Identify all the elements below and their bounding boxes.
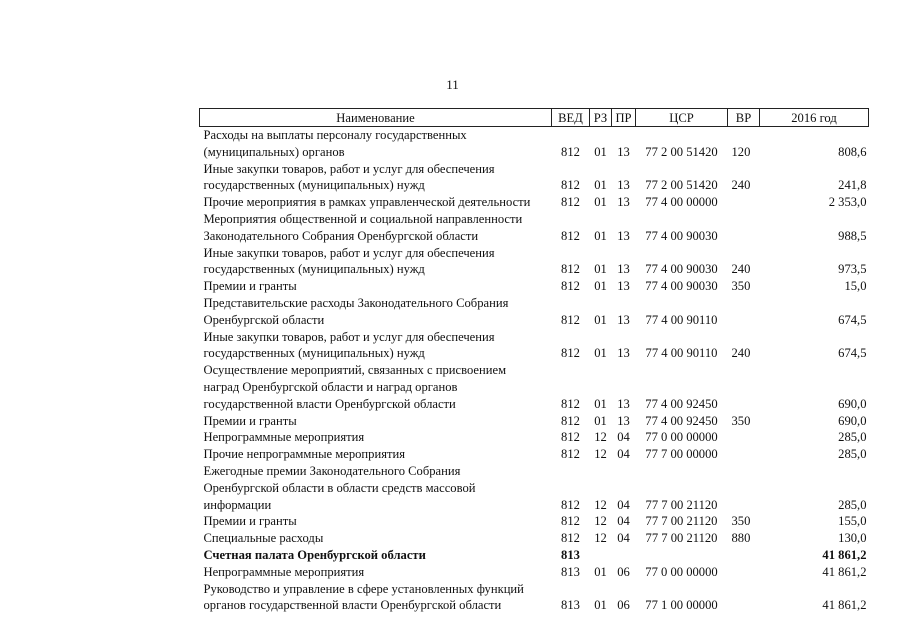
cell-csr: 77 4 00 90030 — [645, 279, 718, 294]
cell-rz: 01 — [594, 346, 607, 361]
cell-csr: 77 0 00 00000 — [645, 564, 718, 579]
cell-name: Представительские расходы Законодательного Собрания Оренбургской области — [203, 295, 509, 327]
cell-ved: 812 — [561, 312, 580, 327]
cell-vr: 120 — [731, 144, 751, 159]
cell-vr — [728, 564, 760, 581]
cell-pr: 13 — [617, 195, 630, 210]
cell-name: Иные закупки товаров, работ и услуг для обеспечения государственных (муниципальных) нужд — [203, 329, 495, 361]
cell-ved: 812 — [561, 430, 580, 445]
cell-amount: 155,0 — [838, 514, 867, 529]
cell-ved: 812 — [561, 497, 580, 512]
cell-vr — [728, 194, 760, 211]
cell-pr: 13 — [617, 262, 630, 277]
cell-pr: 04 — [617, 514, 630, 529]
budget-table — [199, 108, 869, 614]
cell-name: Премии и гранты — [203, 413, 297, 428]
cell-vr: 240 — [731, 346, 751, 361]
cell-amount: 988,5 — [838, 228, 867, 243]
cell-rz: 12 — [594, 514, 607, 529]
header-pr: ПР — [612, 109, 636, 127]
table-row — [200, 161, 869, 195]
table-row — [200, 581, 869, 615]
table-row — [200, 362, 869, 412]
cell-name: Премии и гранты — [203, 279, 297, 294]
cell-rz: 01 — [594, 178, 607, 193]
cell-vr — [728, 295, 760, 329]
cell-pr: 13 — [617, 144, 630, 159]
cell-name: Осуществление мероприятий, связанных с присвоением наград Оренбургской области и наград органов государственной власти Оренбургской области — [203, 363, 507, 411]
table-row — [200, 463, 869, 513]
cell-ved: 812 — [561, 262, 580, 277]
cell-amount: 15,0 — [844, 279, 867, 294]
cell-rz: 01 — [594, 144, 607, 159]
cell-rz — [590, 547, 612, 564]
cell-rz: 01 — [594, 413, 607, 428]
cell-vr: 880 — [731, 531, 751, 546]
table-row — [200, 194, 869, 211]
cell-amount: 41 861,2 — [822, 598, 867, 613]
cell-csr: 77 4 00 92450 — [645, 413, 718, 428]
cell-name: Иные закупки товаров, работ и услуг для обеспечения государственных (муниципальных) нужд — [203, 161, 495, 193]
cell-ved: 812 — [561, 413, 580, 428]
cell-ved: 812 — [561, 144, 580, 159]
table-row — [200, 547, 869, 564]
cell-csr: 77 7 00 21120 — [645, 497, 718, 512]
cell-vr: 240 — [731, 262, 751, 277]
cell-name: Руководство и управление в сфере установленных функций органов государственной власти Оренбургской области — [203, 581, 524, 613]
cell-pr: 13 — [617, 413, 630, 428]
cell-ved: 812 — [561, 279, 580, 294]
cell-amount: 285,0 — [838, 447, 867, 462]
cell-pr: 06 — [617, 598, 630, 613]
cell-amount: 41 861,2 — [822, 564, 867, 579]
cell-csr: 77 4 00 92450 — [645, 396, 718, 411]
cell-csr: 77 0 00 00000 — [645, 430, 718, 445]
cell-name: Непрограммные мероприятия — [203, 564, 365, 579]
cell-amount: 690,0 — [838, 413, 867, 428]
header-csr: ЦСР — [636, 109, 728, 127]
cell-csr: 77 7 00 00000 — [645, 447, 718, 462]
cell-csr: 77 4 00 90030 — [645, 262, 718, 277]
cell-amount: 674,5 — [838, 312, 867, 327]
cell-amount: 690,0 — [838, 396, 867, 411]
table-row — [200, 329, 869, 363]
cell-rz: 12 — [594, 430, 607, 445]
cell-rz: 12 — [594, 447, 607, 462]
cell-ved: 813 — [561, 598, 580, 613]
cell-vr — [728, 429, 760, 446]
cell-csr: 77 4 00 90110 — [645, 346, 718, 361]
cell-amount: 241,8 — [838, 178, 867, 193]
cell-csr: 77 4 00 90110 — [645, 312, 718, 327]
cell-ved: 812 — [561, 178, 580, 193]
cell-vr: 350 — [731, 514, 751, 529]
cell-vr — [728, 463, 760, 513]
cell-rz: 01 — [594, 279, 607, 294]
cell-name: Премии и гранты — [203, 514, 297, 529]
cell-ved: 812 — [561, 531, 580, 546]
cell-pr: 13 — [617, 178, 630, 193]
cell-name: Прочие мероприятия в рамках управленческой деятельности — [203, 195, 531, 210]
table-row — [200, 413, 869, 430]
cell-amount: 130,0 — [838, 531, 867, 546]
cell-name: Расходы на выплаты персоналу государственных (муниципальных) органов — [203, 128, 467, 159]
cell-amount: 674,5 — [838, 346, 867, 361]
cell-rz: 01 — [594, 195, 607, 210]
cell-vr: 350 — [731, 413, 751, 428]
cell-rz: 01 — [594, 228, 607, 243]
cell-vr — [728, 211, 760, 245]
table-row — [200, 564, 869, 581]
cell-amount: 285,0 — [838, 430, 867, 445]
cell-ved: 812 — [561, 514, 580, 529]
cell-pr: 04 — [617, 497, 630, 512]
cell-pr: 13 — [617, 312, 630, 327]
cell-vr — [728, 362, 760, 412]
cell-csr: 77 7 00 21120 — [645, 531, 718, 546]
cell-ved: 813 — [561, 564, 580, 579]
header-rz: РЗ — [590, 109, 612, 127]
cell-vr — [728, 446, 760, 463]
cell-name: Иные закупки товаров, работ и услуг для обеспечения государственных (муниципальных) нужд — [203, 245, 495, 277]
cell-csr: 77 2 00 51420 — [645, 144, 718, 159]
table-row — [200, 446, 869, 463]
table-row — [200, 530, 869, 547]
table-row — [200, 278, 869, 295]
cell-pr: 04 — [617, 531, 630, 546]
cell-amount: 285,0 — [838, 497, 867, 512]
cell-amount: 808,6 — [838, 144, 867, 159]
cell-ved: 812 — [561, 447, 580, 462]
cell-rz: 01 — [594, 598, 607, 613]
page-number: 11 — [446, 77, 459, 92]
cell-csr — [636, 547, 728, 564]
cell-name: Прочие непрограммные мероприятия — [203, 447, 406, 462]
table-row — [200, 245, 869, 279]
cell-amount: 2 353,0 — [828, 195, 867, 210]
cell-rz: 01 — [594, 262, 607, 277]
cell-name: Специальные расходы — [203, 531, 324, 546]
cell-pr: 04 — [617, 447, 630, 462]
cell-ved: 812 — [561, 346, 580, 361]
cell-csr: 77 4 00 00000 — [645, 195, 718, 210]
cell-name: Ежегодные премии Законодательного Собрания Оренбургской области в области средств массовой информации — [203, 463, 476, 512]
cell-amount: 41 861,2 — [822, 547, 867, 562]
cell-pr: 04 — [617, 430, 630, 445]
cell-csr: 77 1 00 00000 — [645, 598, 718, 613]
cell-rz: 01 — [594, 396, 607, 411]
table-row — [200, 295, 869, 329]
cell-pr: 13 — [617, 279, 630, 294]
cell-pr: 13 — [617, 228, 630, 243]
header-name: Наименование — [200, 109, 552, 127]
cell-vr — [728, 581, 760, 615]
cell-pr: 13 — [617, 346, 630, 361]
cell-rz: 01 — [594, 564, 607, 579]
cell-pr: 13 — [617, 396, 630, 411]
cell-amount: 973,5 — [838, 262, 867, 277]
cell-rz: 12 — [594, 531, 607, 546]
cell-ved: 812 — [561, 195, 580, 210]
cell-ved: 812 — [561, 228, 580, 243]
cell-vr: 240 — [731, 178, 751, 193]
cell-name: Мероприятия общественной и социальной направленности Законодательного Собрания Оренбургской области — [203, 211, 523, 243]
table-row — [200, 211, 869, 245]
cell-vr: 350 — [731, 279, 751, 294]
header-amount: 2016 год — [760, 109, 869, 127]
cell-rz: 12 — [594, 497, 607, 512]
cell-ved: 812 — [561, 396, 580, 411]
table-row — [200, 429, 869, 446]
cell-csr: 77 2 00 51420 — [645, 178, 718, 193]
cell-ved: 813 — [561, 547, 580, 562]
cell-csr: 77 4 00 90030 — [645, 228, 718, 243]
table-header-row — [200, 109, 869, 127]
cell-name: Счетная палата Оренбургской области — [203, 547, 426, 562]
cell-pr — [612, 547, 636, 564]
header-ved: ВЕД — [552, 109, 590, 127]
cell-vr — [728, 547, 760, 564]
table-body — [200, 127, 869, 615]
table-row — [200, 513, 869, 530]
cell-rz: 01 — [594, 312, 607, 327]
cell-csr: 77 7 00 21120 — [645, 514, 718, 529]
cell-pr: 06 — [617, 564, 630, 579]
header-vr: ВР — [728, 109, 760, 127]
table-row — [200, 127, 869, 161]
cell-name: Непрограммные мероприятия — [203, 430, 365, 445]
